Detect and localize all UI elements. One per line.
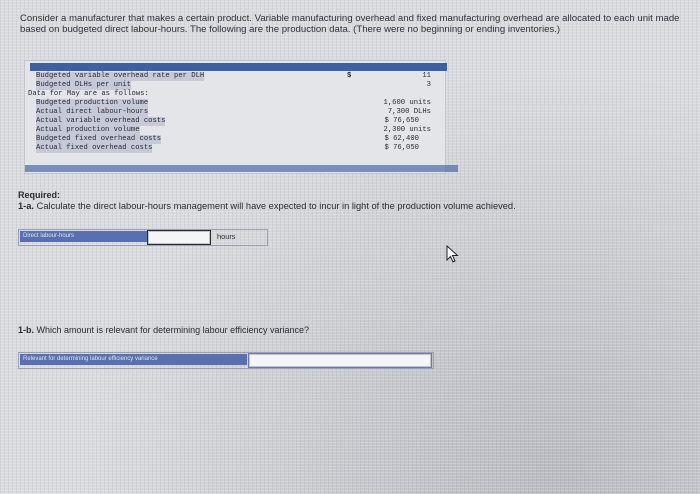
direct-labour-hours-input[interactable] bbox=[147, 230, 211, 245]
table-row bbox=[25, 108, 445, 117]
question-number: 1-b. bbox=[18, 325, 35, 335]
table-footer-bar bbox=[25, 165, 458, 172]
row-label: Budgeted production volume bbox=[36, 99, 149, 107]
required-heading: Required: bbox=[18, 190, 61, 200]
problem-intro: Consider a manufacturer that makes a certain product. Variable manufacturing overhead and fixed manufacturing overhead are allocated to each unit made based on budgeted direct labour-hours. The following are the production data. (There were no beginning or ending inventories.) bbox=[20, 13, 680, 35]
row-value: 7,300 DLHs bbox=[387, 108, 431, 116]
direct-labour-hours-label: Direct labour-hours bbox=[20, 231, 147, 242]
row-value: $ 62,400 bbox=[384, 135, 419, 143]
row-value: $ 76,050 bbox=[384, 144, 419, 152]
table-row bbox=[25, 117, 445, 126]
row-label: Data for May are as follows: bbox=[28, 90, 149, 98]
row-label: Actual direct labour-hours bbox=[36, 108, 149, 116]
labour-efficiency-input[interactable] bbox=[248, 353, 432, 368]
table-row bbox=[25, 72, 445, 81]
table-row bbox=[25, 99, 445, 108]
row-label: Budgeted DLHs per unit bbox=[36, 81, 131, 89]
table-row bbox=[25, 135, 445, 144]
table-row bbox=[25, 126, 445, 135]
table-header-bar bbox=[30, 63, 447, 71]
row-value: $ 76,650 bbox=[384, 117, 419, 125]
table-row bbox=[25, 144, 445, 153]
labour-efficiency-label: Relevant for determining labour efficiency variance bbox=[20, 354, 247, 365]
production-data-table bbox=[24, 60, 446, 174]
row-label: Actual fixed overhead costs bbox=[36, 144, 153, 152]
row-value: 1,600 units bbox=[383, 99, 431, 107]
row-label: Actual variable overhead costs bbox=[36, 117, 166, 125]
row-value: 2,300 units bbox=[383, 126, 431, 134]
row-value: 3 bbox=[426, 81, 431, 89]
hours-unit-label: hours bbox=[217, 232, 236, 241]
row-value: 11 bbox=[422, 72, 431, 80]
row-dollar: $ bbox=[347, 72, 352, 80]
question-number: 1-a. bbox=[18, 201, 35, 211]
question-text: Which amount is relevant for determining labour efficiency variance? bbox=[36, 325, 310, 335]
mouse-pointer-icon bbox=[446, 245, 460, 263]
row-label: Budgeted fixed overhead costs bbox=[36, 135, 162, 143]
row-label: Actual production volume bbox=[36, 126, 140, 134]
question-1b bbox=[18, 325, 309, 335]
row-label: Budgeted variable overhead rate per DLH bbox=[36, 72, 205, 80]
question-1a bbox=[18, 201, 516, 211]
table-row bbox=[25, 90, 445, 99]
question-text: Calculate the direct labour-hours management will have expected to incur in light of the production volume achieved. bbox=[36, 201, 516, 211]
table-row bbox=[25, 81, 445, 90]
